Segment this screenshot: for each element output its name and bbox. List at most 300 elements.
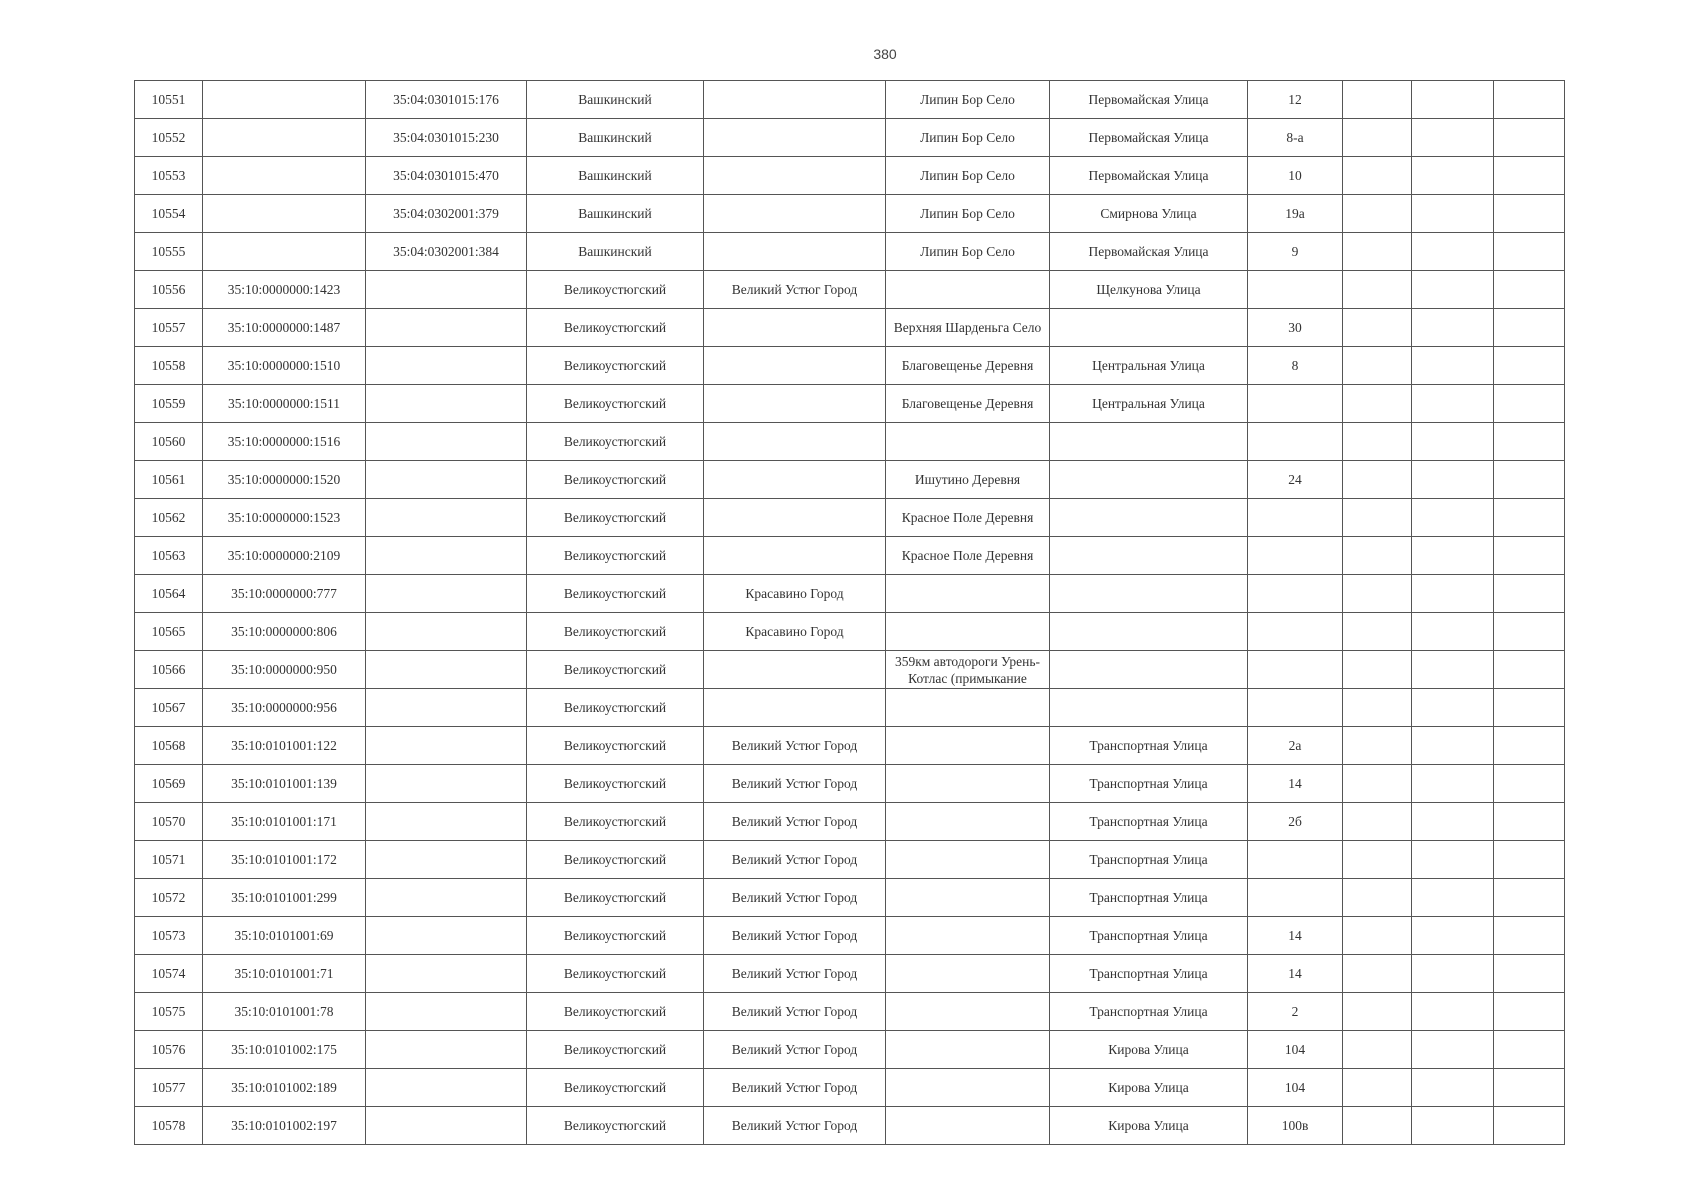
- cadastral-number-alt-cell: [366, 461, 527, 499]
- district-cell: Великоустюгский: [527, 765, 704, 803]
- extra-cell-3: [1494, 347, 1565, 385]
- extra-cell-1: [1343, 651, 1412, 689]
- row-number-cell: 10575: [135, 993, 203, 1031]
- extra-cell-1: [1343, 727, 1412, 765]
- district-cell: Великоустюгский: [527, 575, 704, 613]
- extra-cell-1: [1343, 385, 1412, 423]
- district-cell: Великоустюгский: [527, 955, 704, 993]
- extra-cell-1: [1343, 803, 1412, 841]
- table-row: [135, 537, 1565, 575]
- street-cell: Транспортная Улица: [1050, 917, 1248, 955]
- settlement-cell: [886, 917, 1050, 955]
- city-cell: Великий Устюг Город: [704, 727, 886, 765]
- table-row: [135, 613, 1565, 651]
- row-number-cell: 10564: [135, 575, 203, 613]
- table-row: [135, 993, 1565, 1031]
- extra-cell-2: [1412, 803, 1494, 841]
- cadastral-number-cell: 35:10:0101001:299: [203, 879, 366, 917]
- city-cell: [704, 651, 886, 689]
- house-number-cell: [1248, 651, 1343, 689]
- settlement-cell: [886, 689, 1050, 727]
- extra-cell-2: [1412, 423, 1494, 461]
- row-number-cell: 10576: [135, 1031, 203, 1069]
- cadastral-number-cell: [203, 195, 366, 233]
- extra-cell-1: [1343, 575, 1412, 613]
- cadastral-number-alt-cell: 35:04:0302001:379: [366, 195, 527, 233]
- extra-cell-1: [1343, 841, 1412, 879]
- extra-cell-3: [1494, 119, 1565, 157]
- row-number-cell: 10558: [135, 347, 203, 385]
- cadastral-number-alt-cell: [366, 765, 527, 803]
- house-number-cell: [1248, 613, 1343, 651]
- table-row: [135, 765, 1565, 803]
- extra-cell-2: [1412, 613, 1494, 651]
- extra-cell-2: [1412, 195, 1494, 233]
- cadastral-number-alt-cell: [366, 803, 527, 841]
- table-row: [135, 841, 1565, 879]
- extra-cell-3: [1494, 385, 1565, 423]
- row-number-cell: 10563: [135, 537, 203, 575]
- extra-cell-3: [1494, 1069, 1565, 1107]
- extra-cell-3: [1494, 727, 1565, 765]
- extra-cell-2: [1412, 1069, 1494, 1107]
- district-cell: Великоустюгский: [527, 651, 704, 689]
- cadastral-number-alt-cell: [366, 651, 527, 689]
- house-number-cell: 24: [1248, 461, 1343, 499]
- street-cell: Смирнова Улица: [1050, 195, 1248, 233]
- street-cell: Транспортная Улица: [1050, 955, 1248, 993]
- city-cell: Великий Устюг Город: [704, 955, 886, 993]
- extra-cell-3: [1494, 879, 1565, 917]
- table-row: [135, 575, 1565, 613]
- city-cell: [704, 537, 886, 575]
- settlement-cell: Благовещенье Деревня: [886, 385, 1050, 423]
- cadastral-number-alt-cell: [366, 613, 527, 651]
- street-cell: Первомайская Улица: [1050, 157, 1248, 195]
- street-cell: Кирова Улица: [1050, 1031, 1248, 1069]
- house-number-cell: 104: [1248, 1031, 1343, 1069]
- extra-cell-3: [1494, 309, 1565, 347]
- cadastral-number-cell: 35:10:0101001:139: [203, 765, 366, 803]
- extra-cell-1: [1343, 537, 1412, 575]
- extra-cell-1: [1343, 461, 1412, 499]
- cadastral-number-alt-cell: [366, 879, 527, 917]
- house-number-cell: [1248, 689, 1343, 727]
- settlement-cell: Липин Бор Село: [886, 81, 1050, 119]
- table-row: [135, 271, 1565, 309]
- house-number-cell: 8: [1248, 347, 1343, 385]
- table-row: [135, 727, 1565, 765]
- cadastral-number-cell: 35:10:0000000:1516: [203, 423, 366, 461]
- extra-cell-1: [1343, 119, 1412, 157]
- house-number-cell: 2а: [1248, 727, 1343, 765]
- settlement-cell: [886, 879, 1050, 917]
- street-cell: Транспортная Улица: [1050, 765, 1248, 803]
- district-cell: Великоустюгский: [527, 803, 704, 841]
- row-number-cell: 10556: [135, 271, 203, 309]
- house-number-cell: [1248, 879, 1343, 917]
- city-cell: Великий Устюг Город: [704, 1031, 886, 1069]
- street-cell: Центральная Улица: [1050, 385, 1248, 423]
- city-cell: [704, 499, 886, 537]
- district-cell: Великоустюгский: [527, 917, 704, 955]
- settlement-cell: Липин Бор Село: [886, 195, 1050, 233]
- extra-cell-1: [1343, 613, 1412, 651]
- row-number-cell: 10571: [135, 841, 203, 879]
- table-row: [135, 917, 1565, 955]
- street-cell: Центральная Улица: [1050, 347, 1248, 385]
- house-number-cell: 2б: [1248, 803, 1343, 841]
- city-cell: [704, 81, 886, 119]
- street-cell: Транспортная Улица: [1050, 993, 1248, 1031]
- house-number-cell: 9: [1248, 233, 1343, 271]
- cadastral-number-alt-cell: [366, 993, 527, 1031]
- extra-cell-1: [1343, 309, 1412, 347]
- cadastral-number-cell: [203, 81, 366, 119]
- extra-cell-3: [1494, 689, 1565, 727]
- street-cell: [1050, 651, 1248, 689]
- cadastral-number-alt-cell: [366, 1069, 527, 1107]
- city-cell: Великий Устюг Город: [704, 803, 886, 841]
- extra-cell-2: [1412, 917, 1494, 955]
- house-number-cell: 2: [1248, 993, 1343, 1031]
- district-cell: Вашкинский: [527, 119, 704, 157]
- street-cell: Первомайская Улица: [1050, 233, 1248, 271]
- extra-cell-3: [1494, 271, 1565, 309]
- house-number-cell: 10: [1248, 157, 1343, 195]
- extra-cell-2: [1412, 765, 1494, 803]
- city-cell: [704, 119, 886, 157]
- cadastral-number-cell: 35:10:0000000:956: [203, 689, 366, 727]
- row-number-cell: 10560: [135, 423, 203, 461]
- settlement-cell: Липин Бор Село: [886, 233, 1050, 271]
- house-number-cell: 14: [1248, 765, 1343, 803]
- city-cell: Красавино Город: [704, 575, 886, 613]
- extra-cell-2: [1412, 1107, 1494, 1145]
- district-cell: Великоустюгский: [527, 537, 704, 575]
- extra-cell-1: [1343, 955, 1412, 993]
- cadastral-number-cell: 35:10:0101001:122: [203, 727, 366, 765]
- extra-cell-1: [1343, 1069, 1412, 1107]
- table-row: [135, 955, 1565, 993]
- house-number-cell: 30: [1248, 309, 1343, 347]
- table-row: [135, 385, 1565, 423]
- city-cell: [704, 461, 886, 499]
- extra-cell-2: [1412, 461, 1494, 499]
- cadastral-number-alt-cell: [366, 917, 527, 955]
- row-number-cell: 10568: [135, 727, 203, 765]
- house-number-cell: [1248, 271, 1343, 309]
- settlement-cell: [886, 993, 1050, 1031]
- extra-cell-2: [1412, 309, 1494, 347]
- city-cell: Великий Устюг Город: [704, 841, 886, 879]
- city-cell: Великий Устюг Город: [704, 1069, 886, 1107]
- extra-cell-3: [1494, 81, 1565, 119]
- cadastral-number-cell: 35:10:0000000:1487: [203, 309, 366, 347]
- row-number-cell: 10574: [135, 955, 203, 993]
- cadastral-number-cell: 35:10:0000000:1510: [203, 347, 366, 385]
- district-cell: Великоустюгский: [527, 499, 704, 537]
- row-number-cell: 10578: [135, 1107, 203, 1145]
- extra-cell-2: [1412, 575, 1494, 613]
- district-cell: Великоустюгский: [527, 879, 704, 917]
- row-number-cell: 10572: [135, 879, 203, 917]
- extra-cell-2: [1412, 727, 1494, 765]
- house-number-cell: [1248, 499, 1343, 537]
- settlement-cell: Благовещенье Деревня: [886, 347, 1050, 385]
- district-cell: Великоустюгский: [527, 993, 704, 1031]
- extra-cell-3: [1494, 157, 1565, 195]
- extra-cell-1: [1343, 423, 1412, 461]
- district-cell: Вашкинский: [527, 233, 704, 271]
- city-cell: Великий Устюг Город: [704, 765, 886, 803]
- extra-cell-3: [1494, 955, 1565, 993]
- cadastral-number-alt-cell: [366, 575, 527, 613]
- extra-cell-3: [1494, 803, 1565, 841]
- district-cell: Великоустюгский: [527, 1069, 704, 1107]
- settlement-cell: [886, 727, 1050, 765]
- table-row: [135, 119, 1565, 157]
- settlement-cell: [886, 841, 1050, 879]
- cadastral-number-cell: 35:10:0000000:2109: [203, 537, 366, 575]
- extra-cell-1: [1343, 879, 1412, 917]
- house-number-cell: 14: [1248, 955, 1343, 993]
- extra-cell-3: [1494, 195, 1565, 233]
- table-row: [135, 879, 1565, 917]
- city-cell: Великий Устюг Город: [704, 917, 886, 955]
- cadastral-number-alt-cell: [366, 1107, 527, 1145]
- cadastral-number-cell: [203, 119, 366, 157]
- extra-cell-2: [1412, 271, 1494, 309]
- street-cell: Первомайская Улица: [1050, 81, 1248, 119]
- cadastral-number-alt-cell: [366, 347, 527, 385]
- street-cell: [1050, 613, 1248, 651]
- cadastral-number-alt-cell: 35:04:0301015:470: [366, 157, 527, 195]
- extra-cell-3: [1494, 423, 1565, 461]
- extra-cell-1: [1343, 993, 1412, 1031]
- settlement-cell: Красное Поле Деревня: [886, 499, 1050, 537]
- extra-cell-3: [1494, 841, 1565, 879]
- street-cell: Щелкунова Улица: [1050, 271, 1248, 309]
- row-number-cell: 10551: [135, 81, 203, 119]
- extra-cell-2: [1412, 651, 1494, 689]
- row-number-cell: 10573: [135, 917, 203, 955]
- extra-cell-2: [1412, 955, 1494, 993]
- street-cell: [1050, 537, 1248, 575]
- extra-cell-1: [1343, 271, 1412, 309]
- table-row: [135, 1031, 1565, 1069]
- row-number-cell: 10557: [135, 309, 203, 347]
- cadastral-number-cell: 35:10:0000000:1520: [203, 461, 366, 499]
- house-number-cell: [1248, 575, 1343, 613]
- city-cell: [704, 347, 886, 385]
- settlement-cell: Ишутино Деревня: [886, 461, 1050, 499]
- extra-cell-2: [1412, 81, 1494, 119]
- extra-cell-2: [1412, 385, 1494, 423]
- district-cell: Великоустюгский: [527, 385, 704, 423]
- table-row: [135, 233, 1565, 271]
- table-row: [135, 651, 1565, 689]
- house-number-cell: 8-а: [1248, 119, 1343, 157]
- extra-cell-2: [1412, 689, 1494, 727]
- cadastral-number-alt-cell: [366, 271, 527, 309]
- settlement-cell: [886, 423, 1050, 461]
- extra-cell-1: [1343, 233, 1412, 271]
- settlement-cell: [886, 1107, 1050, 1145]
- extra-cell-2: [1412, 499, 1494, 537]
- row-number-cell: 10559: [135, 385, 203, 423]
- city-cell: [704, 233, 886, 271]
- cadastral-number-cell: 35:10:0101001:71: [203, 955, 366, 993]
- cadastral-number-cell: 35:10:0101002:189: [203, 1069, 366, 1107]
- city-cell: [704, 195, 886, 233]
- house-number-cell: [1248, 385, 1343, 423]
- cadastral-number-cell: 35:10:0000000:1523: [203, 499, 366, 537]
- row-number-cell: 10577: [135, 1069, 203, 1107]
- settlement-cell: [886, 1069, 1050, 1107]
- street-cell: Транспортная Улица: [1050, 841, 1248, 879]
- district-cell: Великоустюгский: [527, 727, 704, 765]
- extra-cell-3: [1494, 575, 1565, 613]
- table-row: [135, 157, 1565, 195]
- extra-cell-1: [1343, 1031, 1412, 1069]
- extra-cell-2: [1412, 157, 1494, 195]
- street-cell: [1050, 309, 1248, 347]
- extra-cell-1: [1343, 81, 1412, 119]
- table-row: [135, 81, 1565, 119]
- table-row: [135, 1069, 1565, 1107]
- street-cell: Транспортная Улица: [1050, 727, 1248, 765]
- extra-cell-3: [1494, 537, 1565, 575]
- district-cell: Вашкинский: [527, 195, 704, 233]
- cadastral-number-alt-cell: [366, 841, 527, 879]
- extra-cell-2: [1412, 841, 1494, 879]
- cadastral-number-cell: 35:10:0000000:1511: [203, 385, 366, 423]
- house-number-cell: 14: [1248, 917, 1343, 955]
- street-cell: Первомайская Улица: [1050, 119, 1248, 157]
- city-cell: [704, 157, 886, 195]
- row-number-cell: 10552: [135, 119, 203, 157]
- cadastral-number-cell: 35:10:0000000:1423: [203, 271, 366, 309]
- cadastral-number-alt-cell: [366, 309, 527, 347]
- cadastral-number-alt-cell: [366, 385, 527, 423]
- table-row: [135, 423, 1565, 461]
- table-row: [135, 347, 1565, 385]
- registry-table-container: [134, 80, 1564, 1145]
- settlement-cell: Липин Бор Село: [886, 119, 1050, 157]
- house-number-cell: 100в: [1248, 1107, 1343, 1145]
- extra-cell-3: [1494, 613, 1565, 651]
- district-cell: Великоустюгский: [527, 271, 704, 309]
- district-cell: Великоустюгский: [527, 613, 704, 651]
- city-cell: [704, 689, 886, 727]
- street-cell: [1050, 689, 1248, 727]
- table-row: [135, 803, 1565, 841]
- cadastral-number-cell: 35:10:0101002:197: [203, 1107, 366, 1145]
- settlement-cell: [886, 765, 1050, 803]
- settlement-cell: [886, 1031, 1050, 1069]
- settlement-cell: [886, 613, 1050, 651]
- settlement-cell: [886, 271, 1050, 309]
- settlement-cell: 359км автодороги Урень-Котлас (примыкание: [886, 651, 1050, 689]
- extra-cell-2: [1412, 347, 1494, 385]
- cadastral-number-cell: [203, 233, 366, 271]
- row-number-cell: 10555: [135, 233, 203, 271]
- row-number-cell: 10569: [135, 765, 203, 803]
- cadastral-number-alt-cell: [366, 499, 527, 537]
- settlement-cell: Красное Поле Деревня: [886, 537, 1050, 575]
- cadastral-number-alt-cell: [366, 1031, 527, 1069]
- table-row: [135, 689, 1565, 727]
- city-cell: Великий Устюг Город: [704, 993, 886, 1031]
- settlement-cell: Верхняя Шарденьга Село: [886, 309, 1050, 347]
- row-number-cell: 10553: [135, 157, 203, 195]
- cadastral-number-alt-cell: 35:04:0301015:230: [366, 119, 527, 157]
- registry-table: [134, 80, 1565, 1145]
- house-number-cell: [1248, 423, 1343, 461]
- extra-cell-1: [1343, 765, 1412, 803]
- table-row: [135, 1107, 1565, 1145]
- street-cell: Транспортная Улица: [1050, 803, 1248, 841]
- street-cell: [1050, 423, 1248, 461]
- city-cell: Великий Устюг Город: [704, 879, 886, 917]
- cadastral-number-cell: 35:10:0101001:171: [203, 803, 366, 841]
- extra-cell-1: [1343, 499, 1412, 537]
- cadastral-number-alt-cell: [366, 955, 527, 993]
- cadastral-number-cell: 35:10:0101001:78: [203, 993, 366, 1031]
- street-cell: [1050, 461, 1248, 499]
- extra-cell-3: [1494, 651, 1565, 689]
- cadastral-number-cell: 35:10:0101002:175: [203, 1031, 366, 1069]
- district-cell: Великоустюгский: [527, 1107, 704, 1145]
- cadastral-number-alt-cell: [366, 689, 527, 727]
- house-number-cell: [1248, 537, 1343, 575]
- extra-cell-3: [1494, 993, 1565, 1031]
- row-number-cell: 10565: [135, 613, 203, 651]
- extra-cell-3: [1494, 499, 1565, 537]
- extra-cell-3: [1494, 917, 1565, 955]
- settlement-cell: [886, 803, 1050, 841]
- district-cell: Великоустюгский: [527, 309, 704, 347]
- cadastral-number-cell: 35:10:0000000:950: [203, 651, 366, 689]
- cadastral-number-alt-cell: [366, 727, 527, 765]
- street-cell: Кирова Улица: [1050, 1107, 1248, 1145]
- cadastral-number-cell: 35:10:0000000:806: [203, 613, 366, 651]
- street-cell: [1050, 499, 1248, 537]
- cadastral-number-alt-cell: [366, 423, 527, 461]
- extra-cell-2: [1412, 119, 1494, 157]
- row-number-cell: 10554: [135, 195, 203, 233]
- extra-cell-3: [1494, 765, 1565, 803]
- city-cell: [704, 385, 886, 423]
- row-number-cell: 10566: [135, 651, 203, 689]
- settlement-cell: [886, 575, 1050, 613]
- extra-cell-2: [1412, 993, 1494, 1031]
- extra-cell-1: [1343, 917, 1412, 955]
- house-number-cell: 19а: [1248, 195, 1343, 233]
- extra-cell-1: [1343, 347, 1412, 385]
- settlement-cell: Липин Бор Село: [886, 157, 1050, 195]
- extra-cell-3: [1494, 233, 1565, 271]
- city-cell: Красавино Город: [704, 613, 886, 651]
- street-cell: Кирова Улица: [1050, 1069, 1248, 1107]
- settlement-cell: [886, 955, 1050, 993]
- extra-cell-3: [1494, 1107, 1565, 1145]
- district-cell: Великоустюгский: [527, 841, 704, 879]
- extra-cell-2: [1412, 233, 1494, 271]
- row-number-cell: 10570: [135, 803, 203, 841]
- extra-cell-2: [1412, 537, 1494, 575]
